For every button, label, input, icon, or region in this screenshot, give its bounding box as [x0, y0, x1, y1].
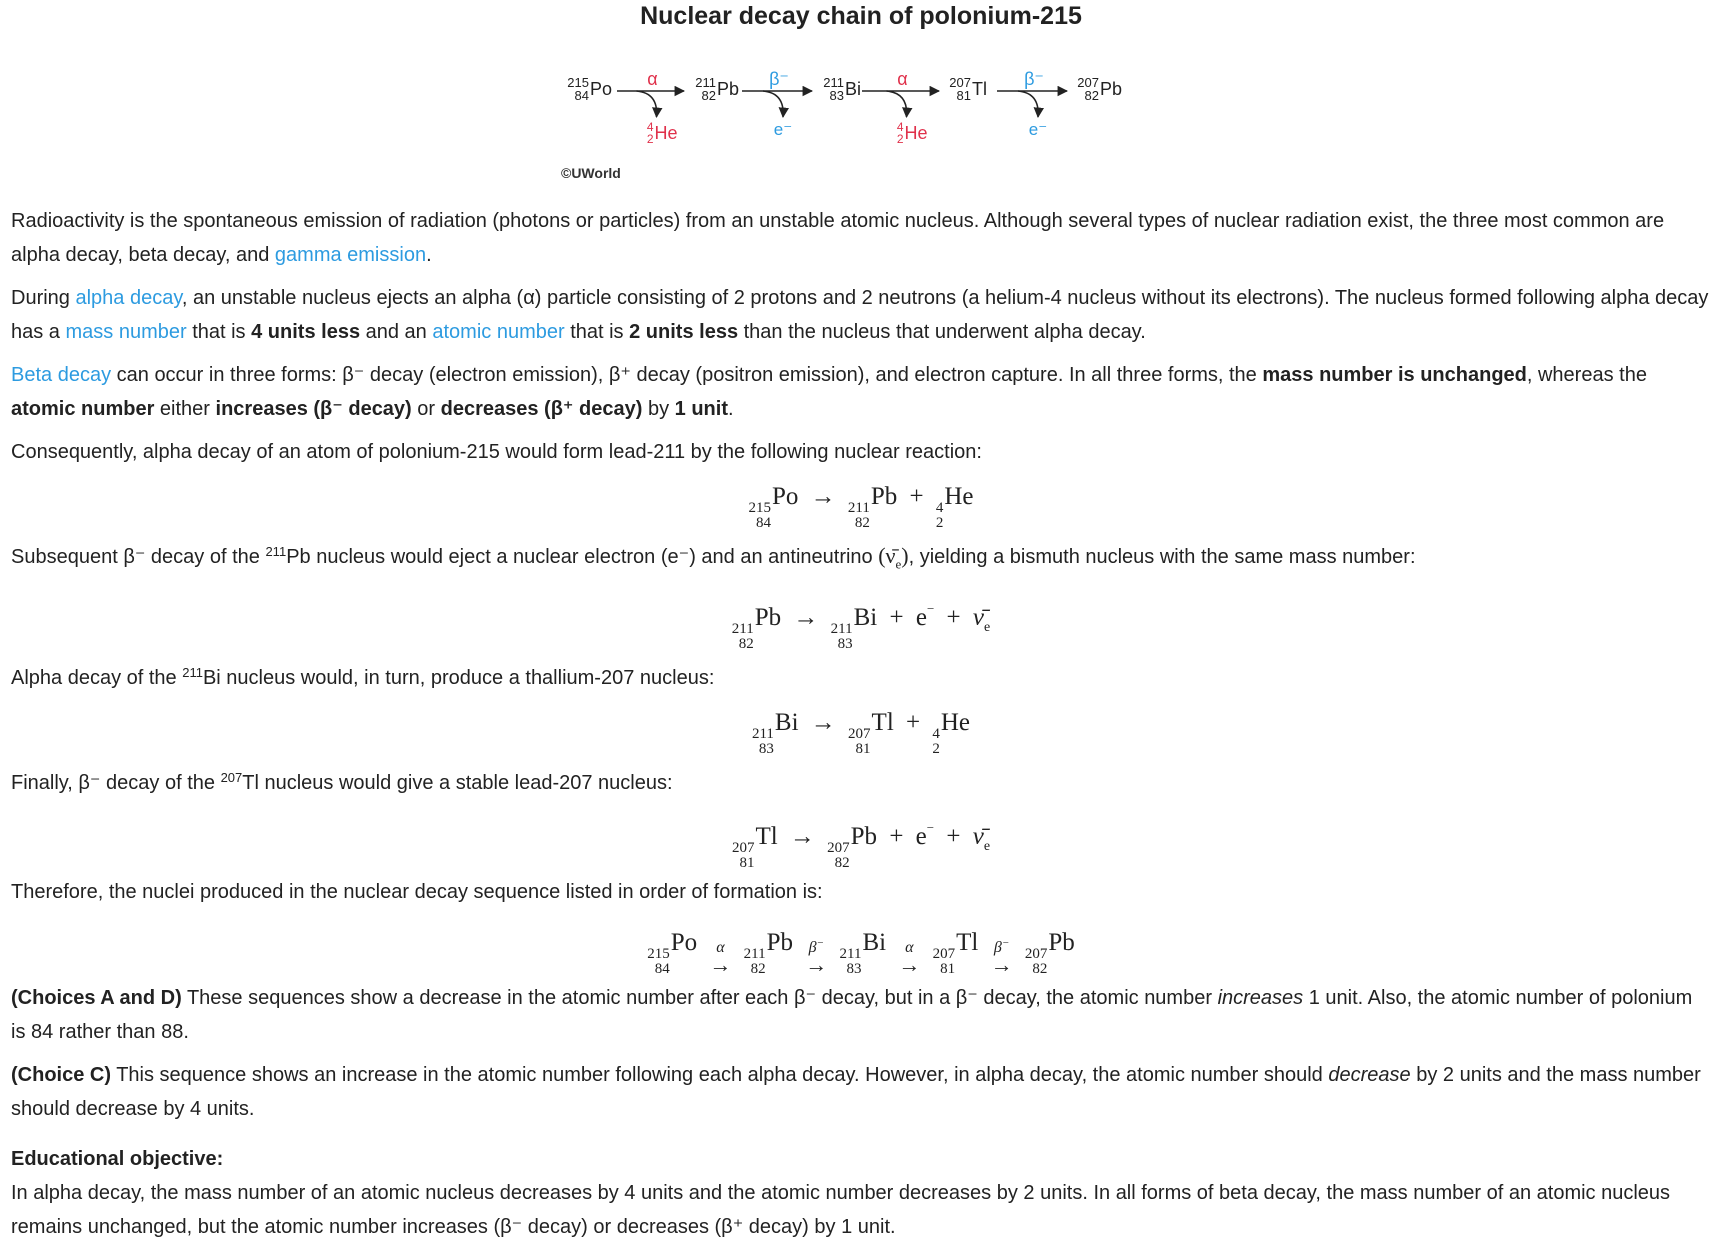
nuclide-mass-number: 215	[567, 75, 589, 90]
nuclide-symbol: Pb	[1100, 79, 1123, 99]
text-span: Bi nucleus would, in turn, produce a thallium-207 nucleus:	[202, 667, 715, 690]
copyright-label: ©UWorld	[561, 165, 621, 181]
element-symbol: Po	[771, 483, 799, 510]
product-symbol: He	[654, 123, 678, 143]
paragraph-consequently: Consequently, alpha decay of an atom of polonium-215 would form lead-211 by the following nuclear reaction:	[11, 441, 982, 463]
plus-sign: +	[889, 604, 904, 632]
emission-arrow	[637, 91, 657, 117]
product-symbol: He	[904, 123, 928, 143]
superscript-mass: 211	[265, 544, 287, 559]
atomic-number: 84	[755, 515, 771, 531]
nuclide-mass-number: 211	[823, 75, 844, 90]
element-symbol: He	[940, 709, 971, 737]
mass-number: 207	[731, 840, 755, 857]
reaction-arrow: →	[810, 483, 836, 510]
reaction-arrow: →	[789, 823, 815, 851]
text-span: and an	[360, 321, 433, 343]
educational-objective-heading: Educational objective:	[11, 1148, 224, 1171]
decay-chain-diagram	[561, 45, 1161, 195]
reaction-arrow: →	[990, 952, 1013, 978]
text-span: Tl nucleus would give a stable lead-207 nucleus:	[242, 772, 673, 795]
mass-number: 207	[932, 946, 956, 963]
mass-number: 211	[847, 500, 870, 516]
atomic-number: 83	[846, 961, 862, 978]
nuclide-atomic-number: 84	[574, 88, 589, 103]
mass-number: 211	[743, 946, 766, 963]
reaction-arrow: →	[898, 952, 921, 978]
text-span: , an unstable nucleus ejects an alpha (α) particle consisting of 2 protons and 2 neutrons (a helium-4 nucleus without its electrons). The nucleus formed following alpha decay has a	[11, 287, 1709, 343]
choice-label: (Choices A and D)	[11, 987, 182, 1010]
paragraph-radioactivity	[11, 204, 1711, 272]
equation-alpha-po	[11, 475, 1711, 531]
element-symbol: Pb	[766, 929, 794, 957]
text-span: that is	[186, 321, 252, 343]
atomic-number: 82	[738, 636, 754, 653]
electron-charge: −	[926, 601, 935, 617]
decay-type-label: α	[897, 69, 908, 89]
element-symbol: Bi	[774, 709, 799, 737]
decay-type-label: β⁻	[1024, 69, 1044, 89]
atomic-number: 84	[654, 961, 670, 978]
alpha-arrow	[709, 939, 732, 978]
nuclide-mass-atomic	[748, 501, 771, 531]
mass-number: 207	[1024, 946, 1048, 963]
text-span: Finally, β⁻ decay of the	[11, 772, 221, 795]
element-symbol: Pb	[870, 483, 898, 510]
beta-symbol: β	[808, 939, 817, 957]
nuclide-atomic-number: 81	[956, 88, 971, 103]
italic-text: increases	[1217, 987, 1304, 1010]
reaction-arrow: →	[793, 604, 819, 632]
arrow-label: α	[716, 939, 725, 957]
paragraph-subsequent-beta	[11, 535, 1711, 581]
element-symbol: Pb	[850, 823, 878, 851]
nuclide-mass-atomic	[732, 841, 755, 871]
nuclide-mass-atomic	[840, 947, 862, 977]
nuclide-mass-atomic	[932, 727, 940, 757]
bold-text: increases (β⁻ decay)	[215, 398, 412, 420]
text-span: .	[426, 244, 432, 266]
mass-number: 211	[839, 946, 862, 963]
emission-arrow	[1018, 91, 1038, 117]
nuclide-mass-number: 211	[695, 75, 716, 90]
element-symbol: Pb	[1048, 929, 1075, 957]
mass-number: 211	[751, 726, 774, 743]
atomic-number: 82	[834, 855, 850, 872]
antineutrino-symbol: ν̄	[972, 823, 984, 851]
bold-text: 2 units less	[629, 321, 739, 343]
text-span: by	[642, 398, 675, 420]
text-span: can occur in three forms: β⁻ decay (electron emission), β⁺ decay (positron emission), and electron capture. In all three forms, the	[111, 364, 1263, 386]
nuclide-symbol: Po	[590, 79, 613, 99]
nuclide-mass-number: 207	[949, 75, 971, 90]
superscript-mass: 207	[220, 770, 243, 786]
text-span: This sequence shows an increase in the atomic number following each alpha decay. However, in alpha decay, the atomic number should	[111, 1064, 1329, 1087]
choice-label: (Choice C)	[11, 1064, 111, 1087]
alpha-arrow	[898, 939, 921, 978]
text-span: Pb nucleus would eject a nuclear electron (e⁻) and an antineutrino	[286, 546, 879, 568]
electron-symbol: e	[915, 823, 927, 851]
paragraph-beta-decay	[11, 358, 1711, 426]
element-symbol: Tl	[871, 709, 894, 737]
link-gamma-emission[interactable]: gamma emission	[274, 244, 427, 266]
nuclide-mass-atomic	[647, 947, 670, 977]
paragraph-alpha-bi	[11, 656, 1711, 695]
beta-charge: −	[816, 937, 824, 950]
nuclide-mass-atomic	[831, 622, 853, 652]
bold-text: 1 unit	[674, 398, 728, 420]
educational-objective-text: In alpha decay, the mass number of an atomic nucleus decreases by 4 units and the atomic number decreases by 2 units. In all forms of beta decay, the mass number of an atomic nucleus remains unchanged, but the atomic number increases (β⁻ decay) or decreases (β⁺ decay) by 1 unit.	[11, 1182, 1671, 1239]
atomic-number: 83	[758, 741, 774, 758]
text-span: During	[11, 287, 76, 309]
paragraph-choices-a-d	[11, 981, 1711, 1049]
link-atomic-number[interactable]: atomic number	[432, 321, 565, 343]
atomic-number: 81	[739, 855, 755, 872]
decay-type-label: α	[647, 69, 658, 89]
product-symbol: e⁻	[773, 120, 793, 139]
atomic-number: 82	[1032, 961, 1048, 978]
paragraph-therefore: Therefore, the nuclei produced in the nuclear decay sequence listed in order of formation is:	[11, 881, 823, 904]
nuclide-mass-number: 207	[1077, 75, 1099, 90]
nuclide-mass-atomic	[732, 622, 754, 652]
text-span: , yielding a bismuth nucleus with the same mass number:	[908, 546, 1416, 568]
element-symbol: Bi	[862, 929, 887, 957]
nuclide-mass-atomic	[827, 841, 850, 871]
superscript-mass: 211	[182, 665, 203, 681]
product-atomic-number: 2	[896, 132, 904, 146]
atomic-number: 82	[750, 961, 766, 978]
bold-text: 4 units less	[251, 321, 361, 343]
nuclide-atomic-number: 82	[1084, 88, 1099, 103]
text-span: that is	[564, 321, 630, 343]
text-span: Alpha decay of the	[11, 667, 183, 690]
mass-number: 215	[748, 500, 771, 516]
atomic-number: 81	[940, 961, 956, 978]
mass-number: 207	[827, 840, 850, 857]
nuclide-mass-atomic	[752, 727, 774, 757]
reaction-arrow: →	[810, 709, 836, 737]
electron-charge: −	[926, 820, 935, 836]
equation-beta-pb	[11, 587, 1711, 652]
link-mass-number[interactable]: mass number	[65, 321, 187, 343]
text-span: by 2 units and the mass number should decrease by 4 units.	[11, 1064, 1701, 1121]
antineutrino-symbol	[878, 543, 909, 572]
link-alpha-decay[interactable]: alpha decay	[75, 287, 182, 309]
nuclide-mass-atomic	[1025, 947, 1048, 977]
antineutrino-symbol: ν̄	[972, 604, 984, 632]
plus-sign: +	[946, 604, 961, 632]
atomic-number: 82	[854, 515, 870, 531]
text-span: than the nucleus that underwent alpha decay.	[738, 321, 1146, 343]
element-symbol: Tl	[956, 929, 979, 957]
plus-sign: +	[946, 823, 961, 851]
nuclide-mass-atomic	[933, 947, 956, 977]
equation-alpha-bi	[11, 701, 1711, 757]
text-span: These sequences show a decrease in the atomic number after each β⁻ decay, but in a β⁻ decay, the atomic number	[181, 987, 1218, 1010]
element-symbol: Po	[670, 929, 698, 957]
nuclide-symbol: Tl	[972, 79, 987, 99]
paragraph-choice-c	[11, 1058, 1711, 1126]
nu-subscript: e	[984, 620, 991, 636]
bold-text: mass number is unchanged	[1262, 364, 1527, 386]
mass-number: 215	[647, 946, 670, 963]
electron-symbol: e	[915, 604, 927, 632]
mass-number: 4	[932, 726, 940, 743]
mass-number: 4	[935, 500, 944, 516]
element-symbol: Bi	[853, 604, 878, 632]
element-symbol: Tl	[755, 823, 778, 851]
nuclide-mass-atomic	[936, 501, 944, 531]
nu-close: )	[901, 543, 909, 568]
nu-subscript: e	[895, 556, 902, 572]
product-mass-number: 4	[896, 120, 904, 134]
element-symbol: Pb	[754, 604, 782, 632]
page-title: Nuclear decay chain of polonium-215	[640, 2, 1082, 30]
nuclide-symbol: Bi	[845, 79, 862, 99]
decay-chain-svg	[561, 45, 1161, 165]
bold-text: atomic number	[11, 398, 155, 420]
nuclide-mass-atomic	[744, 947, 766, 977]
mass-number: 211	[731, 621, 754, 638]
text-span: Radioactivity is the spontaneous emission of radiation (photons or particles) from an unstable atomic nucleus. Although several types of nuclear radiation exist, the three most common are alpha decay, beta decay, and	[11, 210, 1665, 266]
product-symbol: e⁻	[1028, 120, 1048, 139]
nuclide-mass-atomic	[848, 727, 871, 757]
beta-arrow	[990, 936, 1013, 978]
reaction-arrow: →	[709, 952, 732, 978]
product-atomic-number: 2	[646, 132, 654, 146]
atomic-number: 83	[837, 636, 853, 653]
product-mass-number: 4	[646, 120, 654, 134]
reaction-arrow: →	[805, 952, 828, 978]
beta-arrow	[805, 936, 828, 978]
text-span: .	[728, 398, 734, 420]
emission-arrow	[763, 91, 783, 117]
plus-sign: +	[889, 823, 904, 851]
atomic-number: 2	[935, 515, 944, 531]
paragraph-alpha-decay	[11, 281, 1711, 349]
paragraph-beta-tl	[11, 761, 1711, 800]
text-span: or	[411, 398, 441, 420]
italic-text: decrease	[1328, 1064, 1411, 1087]
nu-text: (ν̄	[878, 543, 896, 568]
atomic-number: 2	[932, 741, 940, 758]
nuclide-symbol: Pb	[717, 79, 740, 99]
plus-sign: +	[906, 709, 921, 737]
text-span: Subsequent β⁻ decay of the	[11, 546, 266, 568]
mass-number: 211	[830, 621, 853, 638]
beta-symbol: β	[993, 939, 1002, 957]
nu-subscript: e	[983, 839, 991, 855]
text-span: , whereas the	[1526, 364, 1647, 386]
decay-type-label: β⁻	[769, 69, 789, 89]
link-beta-decay[interactable]: Beta decay	[11, 364, 112, 386]
atomic-number: 81	[855, 741, 871, 758]
equation-beta-tl	[11, 806, 1711, 871]
mass-number: 207	[848, 726, 871, 743]
text-span: either	[154, 398, 216, 420]
equation-full-chain	[11, 921, 1711, 977]
nuclide-atomic-number: 83	[829, 88, 844, 103]
plus-sign: +	[909, 483, 924, 510]
emission-arrow	[887, 91, 907, 117]
bold-text: decreases (β⁺ decay)	[440, 398, 643, 420]
nuclide-atomic-number: 82	[701, 88, 716, 103]
beta-charge: −	[1001, 937, 1010, 950]
text-span: 1 unit. Also, the atomic number of polonium is 84 rather than 88.	[11, 987, 1693, 1044]
element-symbol: He	[944, 483, 974, 510]
arrow-label: α	[905, 939, 914, 957]
nuclide-mass-atomic	[848, 501, 870, 531]
